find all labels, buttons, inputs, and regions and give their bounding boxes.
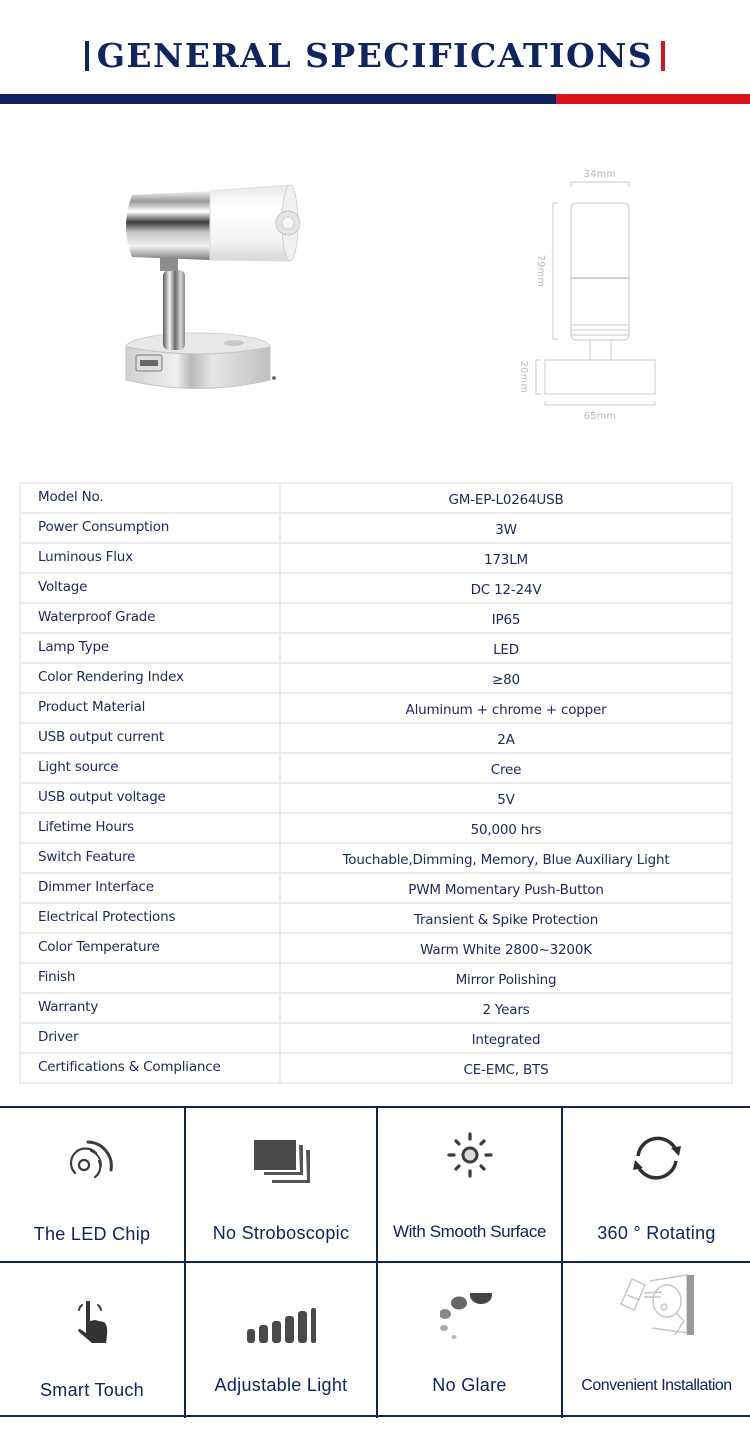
spec-value: ≥80	[280, 663, 732, 693]
spec-table	[19, 482, 733, 1084]
spec-row	[20, 843, 732, 873]
spec-value: Transient & Spike Protection	[280, 903, 732, 933]
spec-key: Product Material	[20, 693, 280, 723]
spec-row	[20, 1053, 732, 1083]
spec-key: Driver	[20, 1023, 280, 1053]
spec-key: Color Rendering Index	[20, 663, 280, 693]
led-chip-icon	[62, 1128, 122, 1188]
spec-value: Cree	[280, 753, 732, 783]
feature-convenient-installation	[561, 1263, 750, 1418]
feature-label: 360 ° Rotating	[597, 1223, 716, 1243]
feature-label: Convenient Installation	[581, 1377, 732, 1394]
spec-row	[20, 813, 732, 843]
spec-row	[20, 693, 732, 723]
feature-label: Adjustable Light	[214, 1375, 348, 1395]
spec-value: PWM Momentary Push-Button	[280, 873, 732, 903]
sun-icon	[440, 1128, 500, 1188]
dim-base-height: 20mm	[518, 360, 529, 394]
spec-row	[20, 513, 732, 543]
spec-key: Lifetime Hours	[20, 813, 280, 843]
spec-row	[20, 753, 732, 783]
dim-head-width: 34mm	[583, 169, 617, 180]
spec-value: Mirror Polishing	[280, 963, 732, 993]
spec-key: Waterproof Grade	[20, 603, 280, 633]
feature-no-glare	[376, 1263, 561, 1418]
spec-row	[20, 603, 732, 633]
feature-360-rotating	[561, 1108, 750, 1261]
spec-row	[20, 783, 732, 813]
spec-row	[20, 663, 732, 693]
spec-value: Touchable,Dimming, Memory, Blue Auxiliary Light	[280, 843, 732, 873]
spec-row	[20, 543, 732, 573]
feature-label: No Glare	[432, 1375, 507, 1395]
spec-value: CE-EMC, BTS	[280, 1053, 732, 1083]
spec-key: Voltage	[20, 573, 280, 603]
spec-key: Color Temperature	[20, 933, 280, 963]
spec-row	[20, 723, 732, 753]
spec-key: Switch Feature	[20, 843, 280, 873]
spec-key: Electrical Protections	[20, 903, 280, 933]
title-accent-left	[85, 41, 89, 71]
title-accent-right	[661, 41, 665, 71]
spec-row	[20, 903, 732, 933]
spec-key: Light source	[20, 753, 280, 783]
spec-value: DC 12-24V	[280, 573, 732, 603]
touch-hand-icon	[62, 1293, 122, 1353]
header-band-red	[556, 94, 750, 104]
feature-smart-touch	[0, 1263, 184, 1418]
spec-row	[20, 933, 732, 963]
spec-row	[20, 963, 732, 993]
spec-row	[20, 993, 732, 1023]
feature-led-chip	[0, 1108, 184, 1261]
spec-key: Dimmer Interface	[20, 873, 280, 903]
feature-adjustable-light	[184, 1263, 376, 1418]
spec-key: Certifications & Compliance	[20, 1053, 280, 1083]
spec-value: 2A	[280, 723, 732, 753]
dim-base-diameter: 65mm	[583, 411, 617, 422]
page-title-wrap	[85, 36, 666, 75]
spec-row	[20, 1023, 732, 1053]
dots-icon	[440, 1293, 500, 1353]
spec-key: USB output voltage	[20, 783, 280, 813]
wall-mount-icon	[612, 1273, 702, 1348]
feature-label: No Stroboscopic	[212, 1223, 350, 1243]
dim-head-length: 79mm	[535, 254, 546, 288]
spec-row	[20, 873, 732, 903]
feature-no-stroboscopic	[184, 1108, 376, 1261]
spec-value: Warm White 2800~3200K	[280, 933, 732, 963]
rotate-arrows-icon	[627, 1128, 687, 1188]
feature-row	[0, 1263, 750, 1418]
feature-smooth-surface	[376, 1108, 561, 1261]
signal-bars-icon	[246, 1293, 316, 1353]
spec-key: Warranty	[20, 993, 280, 1023]
spec-value: 173LM	[280, 543, 732, 573]
spec-value: GM-EP-L0264USB	[280, 483, 732, 513]
spec-value: 2 Years	[280, 993, 732, 1023]
spec-value: Integrated	[280, 1023, 732, 1053]
section-header	[0, 0, 750, 110]
feature-label: The LED Chip	[33, 1224, 151, 1244]
spec-row	[20, 633, 732, 663]
spec-value: Aluminum + chrome + copper	[280, 693, 732, 723]
product-photo	[110, 175, 310, 405]
spec-key: Finish	[20, 963, 280, 993]
spec-key: Power Consumption	[20, 513, 280, 543]
page-title: GENERAL SPECIFICATIONS	[96, 36, 654, 75]
spec-value: IP65	[280, 603, 732, 633]
header-band-blue	[0, 94, 556, 104]
spec-value: 5V	[280, 783, 732, 813]
dimension-drawing	[505, 165, 665, 430]
feature-label: Smart Touch	[39, 1380, 144, 1400]
stacked-frames-icon	[250, 1128, 312, 1188]
spec-key: Luminous Flux	[20, 543, 280, 573]
feature-label: With Smooth Surface	[392, 1222, 547, 1241]
spec-row	[20, 483, 732, 513]
spec-value: 3W	[280, 513, 732, 543]
spec-value: 50,000 hrs	[280, 813, 732, 843]
feature-grid	[0, 1106, 750, 1417]
spec-row	[20, 573, 732, 603]
spec-key: USB output current	[20, 723, 280, 753]
spec-key: Lamp Type	[20, 633, 280, 663]
spec-value: LED	[280, 633, 732, 663]
feature-row	[0, 1108, 750, 1263]
spec-key: Model No.	[20, 483, 280, 513]
